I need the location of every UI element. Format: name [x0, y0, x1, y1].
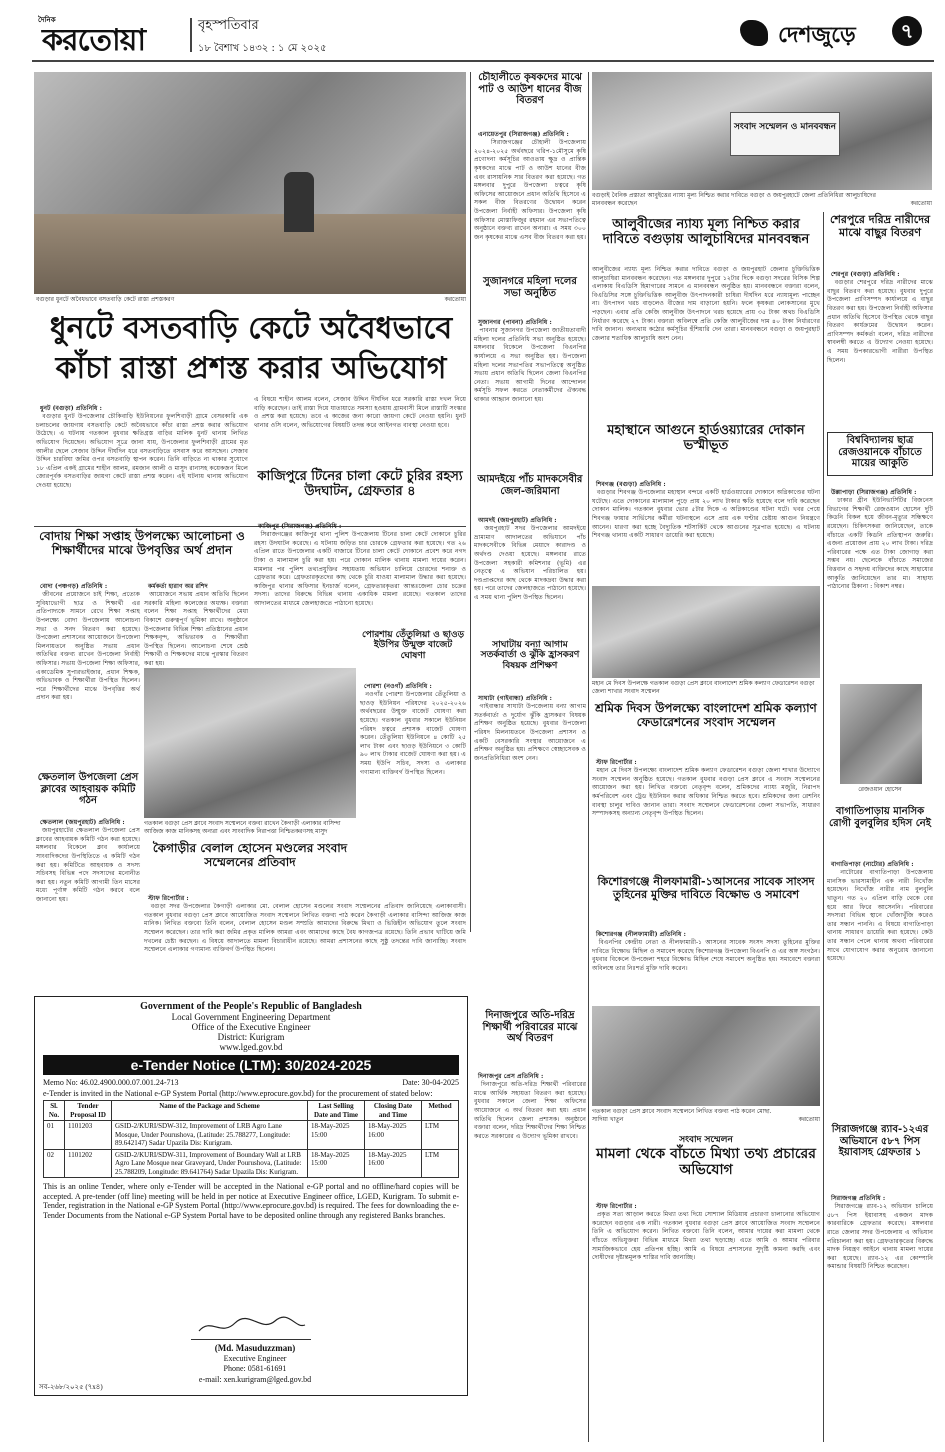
chauhali-body — [474, 122, 586, 272]
tender-col-closing: Closing Date and Time — [365, 1101, 422, 1121]
mohasthan-body — [592, 472, 820, 582]
mamla-byline: স্টাফ রিপোর্টার : — [595, 1202, 637, 1210]
saghata-body — [474, 686, 586, 836]
ullapara-body-text: ঢাকার গ্রীন ইউনিভার্সিটির বিজনেস বিভাগের শিক্ষার্থী রেজওয়ান হোসেন দুটি কিডনি বিকল হয়ে জীবন-মৃত্যুর সন্ধিক্ষণে রয়েছেন। চিকিৎসকরা জানিয়েছেন, তাকে বাঁচাতে একটি কিডনি প্রতিস্থাপন জরুরি। এজন্য প্রয়োজন প্রায় ২০ লাখ টাকা। দরিদ্র পরিবারের পক্ষে এত টাকা জোগাড় করা সম্ভব নয়। ছেলেকে বাঁচাতে সমাজের বিত্তবান ও সহৃদয় ব্যক্তিদের কাছে সাহায্যের আকুতি জানিয়েছেন তার মা। সাহায্য পাঠানোর ঠিকানা : বিকাশ নম্বর। — [827, 497, 935, 591]
may-day-photo-caption: মহান মে দিবস উপলক্ষে গতকাল বগুড়া প্রেস ক্লাবে বাংলাদেশ শ্রমিক কল্যাণ ফেডারেশন বগুড়া জেলা শাখার সংবাদ সম্মেলন — [592, 680, 815, 695]
lead-photo — [34, 72, 466, 294]
boda-cont-title: কর্মকর্তা হারাণ অর রশিদ — [147, 582, 208, 590]
saghata-headline: সাঘাটায় বন্যা আগাম সতর্কবার্তা ও ঝুঁকি হ্রাসকরণ বিষয়ক প্রশিক্ষণ — [480, 640, 580, 671]
amdoi-headline: আমদইয়ে পাঁচ মাদকসেবীর জেল-জরিমানা — [477, 474, 583, 497]
kajipur-body — [254, 514, 466, 624]
press-conference-photo — [144, 668, 356, 818]
table-row — [44, 1121, 459, 1150]
dinajpur-body-text: দিনাজপুরে অতি-দরিদ্র শিক্ষার্থী পরিবারের মাঝে আর্থিক সহায়তা বিতরণ করা হয়েছে। বুধবার সকালে জেলা শিক্ষা অফিসের আয়োজনে এ অর্থ বিতরণ করা হয়। প্রধান অতিথি ছিলেন জেলা প্রশাসক। অনুষ্ঠানে বক্তারা বলেন, দরিদ্র শিক্ষার্থীদের শিক্ষা নিশ্চিত করতে সরকারের এ উদ্যোগ ভূমিকা রাখবে। — [474, 1081, 588, 1140]
kajipur-body-text: সিরাজগঞ্জের কাজিপুর থানা পুলিশ উপজেলায় টিনের চালা কেটে দোকানে চুরির রহস্য উদঘাটন করেছে। এ ঘটনায় জড়িত চার চোরকে গ্রেফতার করা হয়েছে। গত ২৬ এপ্রিল রাতে উপজেলার একটি বাজারে টিনের চালা কেটে দোকানে প্রবেশ করে নগদ টাকা ও মালামাল চুরি করা হয়। পরে দোকান মালিক থানায় মামলা দায়ের করেন। মামলার পর পুলিশ তথ্যপ্রযুক্তির সহায়তায় অভিযান চালিয়ে চোরদের শনাক্ত ও গ্রেফতার করে। গ্রেফতারকৃতদের কাছ থেকে চুরি যাওয়া মালামাল উদ্ধার করা হয়েছে। কাজিপুর থানার অফিসার ইনচার্জ বলেন, গ্রেফতারকৃতরা আন্তঃজেলা চোর চক্রের সদস্য। তাদের বিরুদ্ধে বিভিন্ন থানায় একাধিক মামলা রয়েছে। গতকাল তাদের আদালতের মাধ্যমে জেলহাজতে পাঠানো হয়েছে। — [254, 531, 468, 607]
dinajpur-body — [474, 1064, 586, 1414]
lead-byline: ধুনট (বগুড়া) প্রতিনিধি : — [39, 404, 102, 412]
mamla-photo — [592, 1006, 820, 1106]
bangladesh-map-icon — [740, 20, 768, 46]
logo-top: দৈনিক — [38, 16, 56, 24]
rab-byline: সিরাজগঞ্জ প্রতিনিধি : — [830, 1194, 886, 1202]
lead-photo-caption: বগুড়ার ধুনটে অবৈধভাবে বসতবাড়ি কেটে রাস্তা প্রশস্তকরণ — [36, 296, 175, 303]
bagatipara-byline: বাগাতিপাড়া (নাটোর) প্রতিনিধি : — [830, 860, 914, 868]
boda-body — [36, 574, 140, 764]
mamla-body — [592, 1194, 820, 1440]
logo — [36, 12, 186, 56]
dinajpur-byline: দিনাজপুর প্রেস প্রতিনিধি : — [477, 1072, 544, 1080]
mohasthan-body-text: বগুড়ার শিবগঞ্জ উপজেলার মহাস্থান বন্দরে একটি হার্ডওয়্যারের দোকানে অগ্নিকাণ্ডের ঘটনা ঘটেছে। এতে দোকানের মালামাল পুড়ে প্রায় ২০ লাখ টাকার ক্ষতি হয়েছে বলে দাবি করেছেন দোকান মালিক। গতকাল বুধবার ভোর ৫টার দিকে এ অগ্নিকাণ্ডের ঘটনা ঘটে। খবর পেয়ে শিবগঞ্জ ফায়ার সার্ভিসের কর্মীরা ঘটনাস্থলে এসে প্রায় এক ঘণ্টার চেষ্টায় আগুন নিয়ন্ত্রণে আনেন। ধারণা করা হচ্ছে বৈদ্যুতিক শর্টসার্কিট থেকে আগুনের সূত্রপাত হয়েছে। এ ঘটনায় শিবগঞ্জ থানায় একটি সাধারণ ডায়েরি করা হয়েছে। — [592, 489, 822, 540]
koigari-headline: কৈগাড়ীর বেলাল হোসেন মণ্ডলের সংবাদ সম্মেলনের প্রতিবাদ — [152, 841, 348, 869]
kishoreganj-body — [592, 922, 820, 1002]
kajipur-headline: কাজিপুরে টিনের চালা কেটে চুরির রহস্য উদঘাটন, গ্রেফতার ৪ — [257, 469, 463, 499]
ullapara-byline: উল্লাপাড়া (সিরাজগঞ্জ) প্রতিনিধি : — [830, 488, 917, 496]
sherpur-body — [827, 262, 933, 422]
khetlal-body-text: জয়পুরহাটের ক্ষেতলাল উপজেলা প্রেস ক্লাবের আহবায়ক কমিটি গঠন করা হয়েছে। মঙ্গলবার বিকেলে ক্লাব কার্যালয়ে সাংবাদিকদের উপস্থিতিতে এ কমিটি গঠন করা হয়। কমিটিতে আহবায়ক ও সদস্য সচিবসহ বিভিন্ন পদে সদস্যদের মনোনীত করা হয়। নতুন কমিটি আগামী তিন মাসের মধ্যে পূর্ণাঙ্গ কমিটি গঠন করবে বলে জানানো হয়। — [36, 827, 142, 903]
saghata-body-text: গাইবান্ধার সাঘাটা উপজেলায় বন্যা আগাম সতর্কবার্তা ও দুর্যোগ ঝুঁকি হ্রাসকরণ বিষয়ক প্রশিক্ষণ অনুষ্ঠিত হয়েছে। বুধবার উপজেলা পরিষদ মিলনায়তনে উপজেলা প্রশাসন ও একটি বেসরকারি সংস্থার আয়োজনে এ প্রশিক্ষণ অনুষ্ঠিত হয়। প্রশিক্ষণে স্বেচ্ছাসেবক ও জনপ্রতিনিধিরা অংশ নেন। — [474, 703, 588, 762]
rezwan-photo — [840, 684, 922, 784]
ullapara-body — [827, 480, 933, 680]
tender-district: District: Kurigram — [217, 1032, 285, 1042]
mamla-kicker: সংবাদ সম্মেলন — [679, 1135, 733, 1145]
sherpur-headline: শেরপুরে দরিদ্র নারীদের মাঝে বাছুর বিতরণ — [829, 213, 931, 239]
rab-headline: সিরাজগঞ্জে র‍্যাব-১২এর অভিযানে ৫৮৭ পিস ইয়াবাসহ গ্রেফতার ১ — [831, 1124, 929, 1158]
saghata-byline: সাঘাটা (গাইবান্ধা) প্রতিনিধি : — [477, 694, 552, 702]
tender-date: Date: 30-04-2025 — [402, 1078, 459, 1087]
khetlal-body — [36, 810, 140, 908]
sherpur-byline: শেরপুর (বগুড়া) প্রতিনিধি : — [830, 270, 900, 278]
lead-body-text: বগুড়ার ধুনট উপজেলার চৌকিবাড়ি ইউনিয়নের ফুলশিবাড়ী গ্রামে বেসরকারি এক চলাচলের জায়গায় বসতবাড়ি কেটে অবৈধভাবে কাঁচা রাস্তা প্রশস্ত করার অভিযোগ উঠেছে। এ ঘটনায় গতকাল বুধবার ক্ষতিগ্রস্ত বাড়ির মালিক ধুনট থানায় লিখিত অভিযোগ দিয়েছেন। অভিযোগ সূত্রে জানা যায়, উপজেলার ফুলশিবাড়ী গ্রামের মৃত আলীর ছেলে সেজাব উদ্দিন দীর্ঘদিন ধরে বসতবাড়িতে বসবাস করে আসছেন। সেজাব উদ্দিন চারবিঘা জমির ওপর বসতবাড়ি স্থাপন করেন। তিনি বাড়িতে না থাকার সুযোগে ১৮ এপ্রিল একই গ্রামের শাহীন আলম, রমজান আলী ও মাসুদ রানাসহ কয়েকজন মিলে জোরপূর্বক বসতবাড়ির জায়গা কেটে রাস্তা প্রশস্ত করেন। এই ঘটনায় থানায় অভিযোগ দেওয়া হয়েছে। — [36, 413, 250, 489]
table-cell: 1101203 — [65, 1121, 112, 1150]
col-divider-3 — [823, 212, 824, 1442]
bagatipara-body — [827, 852, 933, 1112]
porsha-byline: পোরশা (নওগাঁ) প্রতিনিধি : — [363, 682, 432, 690]
lead-body — [36, 396, 248, 520]
boda-cont-text: আয়োজনে সভায় প্রধান অতিথি ছিলেন সরকারি মহিলা কলেজের অধ্যক্ষ। বক্তারা বলেন শিক্ষা সপ্তাহ শিক্ষার্থীদের মেধা বিকাশে গুরুত্বপূর্ণ ভূমিকা রাখে। অনুষ্ঠানে উপজেলার বিভিন্ন শিক্ষা প্রতিষ্ঠানের প্রধান শিক্ষকবৃন্দ, অভিভাবক ও শিক্ষার্থীরা উপস্থিত ছিলেন। আলোচনা শেষে শ্রেষ্ঠ শিক্ষার্থী ও শিক্ষকদের মাঝে পুরস্কার বিতরণ করা হয়। — [144, 591, 250, 667]
table-row — [44, 1149, 459, 1178]
lead-body-2: এ বিষয়ে শাহীন আলম বলেন, সেজাব উদ্দিন দীর্ঘদিন ধরে সরকারি রাস্তা দখল নিয়ে বাড়ি করেছেন। তাই রাস্তা দিয়ে যাতায়াতে সমস্যা হওয়ায় গ্রামবাসী মিলে রাস্তাটি সংস্কার ও প্রশস্ত করা হয়েছে। তবে এ কাজের জন্য কারো জায়গা কেটে নেওয়া হয়নি। ধুনট থানার ওসি বলেন, অভিযোগের বিষয়টি তদন্ত করে আইনগত ব্যবস্থা নেওয়া হবে। — [254, 396, 468, 429]
tender-notice — [34, 996, 468, 1396]
alu-photo-credit: করতোয়া — [910, 200, 932, 207]
alu-headline: আলুবীজের ন্যায্য মূল্য নিশ্চিত করার দাবিতে বগুড়ায় আলুচাষিদের মানববন্ধন — [602, 217, 810, 247]
section-name: দেশজুড়ে — [778, 23, 856, 48]
amdoi-body-text: জয়পুরহাট সদর উপজেলার আমদইয়ে ভ্রাম্যমাণ আদালতের অভিযানে পাঁচ মাদকসেবীকে বিভিন্ন মেয়াদে কারাদণ্ড ও অর্থদণ্ড দেওয়া হয়েছে। মঙ্গলবার রাতে উপজেলা সহকারী কমিশনার (ভূমি) এর নেতৃত্বে এ অভিযান পরিচালিত হয়। দণ্ডপ্রাপ্তদের কাছ থেকে মাদকদ্রব্য উদ্ধার করা হয়। পরে তাদের জেলহাজতে পাঠানো হয়েছে। এ সময় থানা পুলিশ উপস্থিত ছিলেন। — [474, 525, 588, 601]
table-cell: 18-May-2025 15:00 — [308, 1149, 365, 1178]
sromik-byline: স্টাফ রিপোর্টার : — [595, 758, 637, 766]
banner: সংবাদ সম্মেলন ও মানববন্ধন — [730, 112, 840, 156]
ullapara-headline: বিশ্ববিদ্যালয় ছাত্র রেজওয়ানকে বাঁচাতে মায়ের আকুতি — [827, 432, 933, 476]
tender-col-last-selling: Last Selling Date and Time — [308, 1101, 365, 1121]
sujanagar-body-text: পাবনার সুজানগর উপজেলা জাতীয়তাবাদী মহিলা দলের প্রতিনিধি সভা অনুষ্ঠিত হয়েছে। মঙ্গলবার বিকেলে উপজেলা বিএনপির কার্যালয়ে এ সভা অনুষ্ঠিত হয়। উপজেলা মহিলা দলের সভাপতির সভাপতিত্বে অনুষ্ঠিত সভায় প্রধান অতিথি ছিলেন জেলা বিএনপির নেতা। সভায় আগামী দিনের আন্দোলন কর্মসূচি সফল করতে নেতাকর্মীদের ঐক্যবদ্ধ থাকার আহ্বান জানানো হয়। — [474, 327, 588, 403]
mamla-headline: মামলা থেকে বাঁচতে মিথ্যা তথ্য প্রচারের অভিযোগ — [596, 1146, 816, 1179]
mohasthan-headline: মহাস্থানে আগুনে হার্ডওয়্যারের দোকান ভস্মীভূত — [607, 423, 805, 453]
issue-date-text: ১৮ বৈশাখ ১৪৩২ : ১ মে ২০২৫ — [198, 43, 327, 54]
masthead-rule — [32, 60, 934, 62]
table-cell: GSID-2/KURI/SDW-312, Improvement of LRB Agro Lane Mosque, Under Pourushova, (Latitude: 25.788277, Longitude: 89.642147) Sadar Upazila Dis: Kurigram. — [112, 1121, 308, 1150]
col-divider-2 — [588, 72, 589, 1442]
logo-text: করতোয়া — [42, 23, 146, 58]
table-cell: LTM — [422, 1149, 459, 1178]
koigari-body-text: বগুড়া সদর উপজেলার কৈগাড়ী এলাকার মো. বেলাল হোসেন মণ্ডলের সংবাদ সম্মেলনের প্রতিবাদ জানিয়েছে এলাকাবাসী। গতকাল বুধবার বগুড়া প্রেস ক্লাবে আয়োজিত সংবাদ সম্মেলনে লিখিত বক্তব্য পাঠ করেন কৈগাড়ী এলাকার বাসিন্দা আজিজ কাজ মানিক। লিখিত বক্তব্যে তিনি বলেন, বেলাল হোসেন মণ্ডল সম্প্রতি আমাদের বিরুদ্ধে মিথ্যা ও ভিত্তিহীন অভিযোগ তুলে সংবাদ সম্মেলন করেছেন। তার দাবি করা জমির প্রকৃত মালিক আমরা এবং আমাদের কাছে বৈধ কাগজপত্র রয়েছে। তিনি প্রভাব খাটিয়ে জমি দখলের চেষ্টা করছেন। এ বিষয়ে আদালতে মামলা বিচারাধীন রয়েছে। আমরা প্রশাসনের কাছে সুষ্ঠু তদন্তের দাবি জানাচ্ছি। সংবাদ সম্মেলনে এলাকার গণ্যমান্য ব্যক্তিবর্গ উপস্থিত ছিলেন। — [144, 903, 468, 954]
dinajpur-headline: দিনাজপুরে অতি-দরিদ্র শিক্ষার্থী পরিবারের মাঝে অর্থ বিতরণ — [482, 1010, 578, 1044]
tender-col-sl: Sl. No. — [44, 1101, 65, 1121]
sujanagar-headline: সুজানগরে মহিলা দলের সভা অনুষ্ঠিত — [483, 276, 577, 299]
section-label — [732, 14, 932, 54]
issue-date — [198, 16, 418, 56]
mamla-photo-credit: করতোয়া — [798, 1116, 820, 1123]
chauhali-body-text: সিরাজগঞ্জের চৌহালী উপজেলায় ২০২৪-২০২৫ অর্থবছরে খরিপ-১মৌসুমে কৃষি প্রণোদনা কর্মসূচির আওতায় ক্ষুদ্র ও প্রান্তিক কৃষকদের মাঝে পাট ও আউশ ধানের বীজ এবং রাসায়নিক সার বিতরণ করা হয়েছে। গত মঙ্গলবার দুপুরে উপজেলা চত্বরে কৃষি অফিসের আয়োজনে প্রধান অতিথি হিসেবে এ সকল বীজ বিতরণের উদ্বোধন করেন উপজেলা নির্বাহী অফিসার। উপজেলা কৃষি অফিসার মোস্তাফিজুর রহমান এর সভাপতিত্বে অনুষ্ঠানে বক্তব্য রাখেন অন্যরা। এ সময় ৩০০ জন কৃষকের মাঝে এসব বীজ বিতরণ করা হয়। — [474, 139, 588, 241]
table-cell: 1101202 — [65, 1149, 112, 1178]
tender-office: Office of the Executive Engineer — [191, 1022, 311, 1032]
bagatipara-body-text: নাটোরের বাগাতিপাড়া উপজেলায় মানসিক ভারসাম্যহীন এক নারী নিখোঁজ হয়েছেন। নিখোঁজ নারীর নাম বুলবুলি খাতুন। গত ২০ এপ্রিল বাড়ি থেকে বের হয়ে আর ফিরে আসেননি। পরিবারের সদস্যরা বিভিন্ন স্থানে খোঁজাখুঁজি করেও তার সন্ধান পাননি। এ বিষয়ে বাগাতিপাড়া থানায় সাধারণ ডায়েরি করা হয়েছে। কেউ তার সন্ধান পেলে থানায় অথবা পরিবারের সাথে যোগাযোগ করার অনুরোধ জানানো হয়েছে। — [827, 869, 935, 963]
kajipur-byline: কাজিপুর (সিরাজগঞ্জ) প্রতিনিধি : — [257, 522, 342, 530]
tender-title: e-Tender Notice (LTM): 30/2024-2025 — [43, 1055, 459, 1075]
tender-web: www.lged.gov.bd — [219, 1042, 283, 1052]
sherpur-body-text: বগুড়ার শেরপুরে দরিদ্র নারীদের মাঝে বাছুর বিতরণ করা হয়েছে। বুধবার দুপুরে উপজেলা প্রাণিসম্পদ কার্যালয়ে এ বাছুর বিতরণ করা হয়। উপজেলা নির্বাহী অফিসার প্রধান অতিথি হিসেবে উপস্থিত থেকে বাছুর বিতরণ কার্যক্রমের উদ্বোধন করেন। প্রাণিসম্পদ কর্মকর্তা বলেন, দরিদ্র নারীদের স্বাবলম্বী করতে এ উদ্যোগ নেওয়া হয়েছে। এ সময় উপকারভোগী নারীরা উপস্থিত ছিলেন। — [827, 279, 935, 364]
tender-email: e-mail: xen.kurigram@lged.gov.bd — [198, 1375, 312, 1384]
masthead — [0, 0, 945, 62]
sromik-body — [592, 750, 820, 870]
porsha-body-text: নওগাঁর পোরশা উপজেলার তেঁতুলিয়া ও ছাওড় ইউনিয়ন পরিষদের ২০২৫-২০২৬ অর্থবছরের উন্মুক্ত বাজেট ঘোষণা করা হয়েছে। গতকাল বুধবার সকালে ইউনিয়ন পরিষদ চত্বরে প্রশাসক বাজেট ঘোষণা করেন। তেঁতুলিয়া ইউনিয়নে ৪ কোটি ২৫ লাখ টাকা এবং ছাওড় ইউনিয়নে ৩ কোটি ৯০ লাখ টাকার বাজেট ঘোষণা করা হয়। এ সময় ইউপি সচিব, সদস্য ও এলাকার গণ্যমান্য ব্যক্তিবর্গ উপস্থিত ছিলেন। — [360, 691, 468, 776]
tender-dept: Local Government Engineering Department — [171, 1012, 331, 1022]
chauhali-headline: চৌহালীতে কৃষকদের মাঝে পাট ও আউশ ধানের বীজ বিতরণ — [478, 72, 582, 106]
khetlal-headline: ক্ষেতলাল উপজেলা প্রেস ক্লাবের আহবায়ক কমিটি গঠন — [37, 772, 139, 806]
may-day-photo — [592, 586, 820, 678]
table-cell: 18-May-2025 16:00 — [365, 1121, 422, 1150]
table-cell: 02 — [44, 1149, 65, 1178]
porsha-headline: পোরশায় তেঁতুলিয়া ও ছাওড় ইউপির উন্মুক্ত বাজেট ঘোষণা — [361, 630, 465, 661]
boda-body-text: জীবনের প্রয়োজনে চাই শিক্ষা, প্রত্যেক সুবিধাভোগী ছাত্র ও শিক্ষার্থী এর প্রতিপাদ্যকে সামনে রেখে শিক্ষা সপ্তাহ উপলক্ষ্যে বোদা উপজেলায় আলোচনা সভা ও সনদ বিতরণ করা হয়েছে। উপজেলা প্রশাসনের আয়োজনে উপজেলা মিলনায়তনে অনুষ্ঠিত সভায় প্রধান অতিথির বক্তব্য রাখেন উপজেলা নির্বাহী অফিসার। সভায় উপজেলা শিক্ষা অফিসার, একাডেমিক সুপারভাইজার, প্রধান শিক্ষক, অভিভাবক ও শিক্ষার্থীরা উপস্থিত ছিলেন। পরে শিক্ষার্থীদের মাঝে উপবৃত্তির অর্থ প্রদান করা হয়। — [36, 591, 142, 702]
tender-intro: e-Tender is invited in the National e-GP System Portal (http://www.eprocure.gov.bd) for the procurement of stated below: — [43, 1089, 433, 1098]
tender-col-id: Tender Proposal ID — [65, 1101, 112, 1121]
tender-gov: Government of the People's Republic of Bangladesh — [140, 1001, 362, 1012]
col-divider-1 — [470, 72, 471, 932]
koigari-byline: স্টাফ রিপোর্টার : — [147, 894, 189, 902]
tender-phone: Phone: 0581-61691 — [223, 1364, 287, 1373]
tender-col-name: Name of the Package and Scheme — [112, 1101, 308, 1121]
boda-body-cont — [144, 574, 250, 667]
chauhali-byline: এনায়েতপুর (সিরাজগঞ্জ) প্রতিনিধি : — [477, 130, 569, 138]
tender-col-method: Method — [422, 1101, 459, 1121]
boda-byline: বোদা (পঞ্চগড়) প্রতিনিধি : — [39, 582, 108, 590]
page-number: ৭ — [892, 16, 922, 46]
rab-body-text: সিরাজগঞ্জে র‍্যাব-১২ অভিযান চালিয়ে ৫৮৭ পিস ইয়াবাসহ একজন মাদক কারবারিকে গ্রেফতার করেছে। মঙ্গলবার রাতে জেলার সদর উপজেলায় এ অভিযান পরিচালনা করা হয়। গ্রেফতারকৃতের বিরুদ্ধে মাদক নিয়ন্ত্রণ আইনে থানায় মামলা দায়ের করা হয়েছে। র‍্যাব-১২ এর কোম্পানি কমান্ডার বিষয়টি নিশ্চিত করেছেন। — [827, 1203, 935, 1271]
kishoreganj-byline: কিশোরগঞ্জ (নীলফামারী) প্রতিনিধি : — [595, 930, 686, 938]
signature-icon — [191, 1315, 311, 1337]
masthead-divider — [190, 18, 192, 52]
lead-photo-credit: করতোয়া — [444, 296, 466, 303]
sromik-headline: শ্রমিক দিবস উপলক্ষ্যে বাংলাদেশ শ্রমিক কল্যাণ ফেডারেশনের সংবাদ সম্মেলন — [595, 701, 817, 729]
amdoi-body — [474, 508, 586, 638]
alu-protest-photo — [592, 72, 932, 190]
kishoreganj-headline: কিশোরগঞ্জে নীলফামারী-১আসনের সাবেক সাংসদ তুহিনের মুক্তির দাবিতে বিক্ষোভ ও সমাবেশ — [597, 875, 815, 901]
table-cell: 18-May-2025 16:00 — [365, 1149, 422, 1178]
alu-photo-caption: বগুড়াই বৈনিক প্রস্তাতা আবুইত্তের ন্যায্য মূল্য নিশ্চিত করার দাবিতে বগুড়া ও জয়পুরহাটে জেলা প্রতিনিধিরা আলুচাষিদের মানববন্ধন করেছেন — [592, 192, 876, 207]
tender-memo: Memo No: 46.02.4900.000.07.001.24-713 — [43, 1078, 179, 1087]
tender-footer: This is an online Tender, where only e-Tender will be accepted in the National e-GP portal and no offline/hard copies will be accepted. A pre-tender (off line) meeting will be held in per notice at Executive Engineer office, LGED, Kurigram. To submit e-Tender, registration in the National e-GP System Portal (http://www.eprocure.gov.bd) is required. The fees for downloading the e-Tender Documents from the National e-GP System Portal have to be deposited online through any registered Banks branches. — [43, 1182, 459, 1220]
press-photo-caption: গতকাল বগুড়া প্রেস ক্লাবে সংবাদ সম্মেলনে বক্তব্য রাখেন কৈগাড়ী এলাকার বাসিন্দা আজিজ কাজ মানিকসহ অন্যরা এবং সাংবাদিক নিরাপত্তা নিশ্চিতকরণসহ মাসুদ — [144, 820, 341, 835]
table-cell: 18-May-2025 15:00 — [308, 1121, 365, 1150]
tender-sign-title: Executive Engineer — [223, 1354, 287, 1363]
bagatipara-headline: বাগাতিপাড়ায় মানসিক রোগী বুলবুলির হদিস নেই — [829, 806, 931, 829]
tender-table — [43, 1100, 459, 1178]
lead-headline-1: ধুনটে বসতবাড়ি কেটে অবৈধভাবে — [49, 311, 453, 346]
tender-code: সব-২৬৮/২০২৫ (৭x৪) — [39, 1383, 103, 1391]
mamla-photo-caption: গতকাল বগুড়া প্রেস ক্লাবে সংবাদ সম্মেলনে লিখিত বক্তব্য পাঠ করেন মোছা. সাদিয়া খাতুন — [592, 1108, 772, 1123]
kishoreganj-body-text: বিএনপির কেন্দ্রীয় নেতা ও নীলফামারী-১ আসনের সাবেক সংসদ সদস্য তুহিনের মুক্তির দাবিতে বিক্ষোভ মিছিল ও সমাবেশ করেছে কিশোরগঞ্জ উপজেলা বিএনপি ও এর অঙ্গ সংগঠন। বুধবার বিকেলে উপজেলা শহরে বিক্ষোভ মিছিল শেষে সমাবেশ অনুষ্ঠিত হয়। সমাবেশে বক্তারা অবিলম্বে তার নিঃশর্ত মুক্তি দাবি করেন। — [592, 939, 822, 972]
tender-signature — [191, 1315, 311, 1340]
alu-body: আলুবীজের ন্যায্য মূল্য নিশ্চিত করার দাবিতে বগুড়া ও জয়পুরহাট জেলার চুক্তিভিত্তিক আলুচাষিরা মানববন্ধন করেছেন। গত মঙ্গলবার দুপুরে ১২টার দিকে বগুড়া সদরের বিসিক শিল্প এলাকায় বিএডিসি হিমাগারের সামনে এ মানববন্ধন অনুষ্ঠিত হয়। মানববন্ধনে বক্তারা বলেন, বিএডিসির সঙ্গে চুক্তিভিত্তিক আলুবীজ উৎপাদনকারী চাষিরা দীর্ঘদিন ধরে ন্যায্যমূল্য পাচ্ছেন না। উৎপাদন খরচ বাড়লেও বীজের দাম বাড়ানো হয়নি। ফলে কৃষকরা লোকসানের মুখে পড়ছেন। এবার প্রতি কেজি আলুবীজ উৎপাদনে খরচ হয়েছে প্রায় ৩৫ টাকা অথচ বিএডিসি নির্ধারণ করেছে ২৭ টাকা। বক্তারা অবিলম্বে প্রতি কেজি আলুবীজের দাম ৪০ টাকা নির্ধারণের দাবি জানান। অন্যথায় কঠোর কর্মসূচির হুঁশিয়ারি দেন তারা। মানববন্ধনে বগুড়া ও জয়পুরহাট জেলার শতাধিক আলুচাষি অংশ নেন। — [592, 266, 822, 342]
koigari-body — [144, 886, 468, 954]
amdoi-byline: আমদই (জয়পুরহাট) প্রতিনিধি : — [477, 516, 557, 524]
table-cell: LTM — [422, 1121, 459, 1150]
sromik-body-text: মহান মে দিবস উপলক্ষ্যে বাংলাদেশ শ্রমিক কল্যাণ ফেডারেশন বগুড়া জেলা শাখার উদ্যোগে সংবাদ সম্মেলন অনুষ্ঠিত হয়েছে। গতকাল বুধবার বগুড়া প্রেস ক্লাবে এ সংবাদ সম্মেলনের আয়োজন করা হয়। লিখিত বক্তব্যে নেতৃবৃন্দ বলেন, শ্রমিকদের ন্যায্য মজুরি, নিরাপদ কর্মপরিবেশ এবং ট্রেড ইউনিয়ন করার অধিকার নিশ্চিত করতে হবে। শ্রমিকদের জন্য রেশনিং ব্যবস্থা চালুর দাবিও জানান তারা। সংবাদ সম্মেলনে ফেডারেশনের জেলা সভাপতি, সাধারণ সম্পাদকসহ অন্যান্য নেতৃবৃন্দ উপস্থিত ছিলেন। — [592, 767, 822, 818]
issue-day: বৃহস্পতিবার — [198, 18, 259, 33]
khetlal-byline: ক্ষেতলাল (জয়পুরহাট) প্রতিনিধি : — [39, 818, 125, 826]
porsha-body — [360, 674, 466, 882]
table-cell: GSID-2/KURI/SDW-311, Improvement of Boundary Wall at LRB Agro Lane Mosque near Graveyard, Under Pourushova, (Latitude: 25.788209, Longitude: 89.641764) Sadar Upazila Dis: Kurigram. — [112, 1149, 308, 1178]
mamla-body-text: প্রকৃত সত্য আড়াল করতে মিথ্যা তথ্য দিয়ে সোশ্যাল মিডিয়ায় প্রচারণা চালানোর অভিযোগ করেছেন বগুড়ার এক নারী। গতকাল বুধবার বগুড়া প্রেস ক্লাবে আয়োজিত সংবাদ সম্মেলনে তিনি এ অভিযোগ করেন। লিখিত বক্তব্যে তিনি বলেন, আমার দায়ের করা মামলা থেকে বাঁচতে অভিযুক্তরা বিভিন্ন মাধ্যমে মিথ্যা তথ্য ছড়াচ্ছে। এতে আমি ও আমার পরিবার সামাজিকভাবে হেয় প্রতিপন্ন হচ্ছি। আমি এ বিষয়ে প্রশাসনের সুদৃষ্টি কামনা করছি এবং দোষীদের দৃষ্টান্তমূলক শাস্তির দাবি জানাচ্ছি। — [592, 1211, 822, 1262]
mohasthan-byline: শিবগঞ্জ (বগুড়া) প্রতিনিধি : — [595, 480, 666, 488]
sujanagar-byline: সুজানগর (পাবনা) প্রতিনিধি : — [477, 318, 552, 326]
table-cell: 01 — [44, 1121, 65, 1150]
tender-table-header — [44, 1101, 459, 1121]
rab-body — [827, 1186, 933, 1436]
sujanagar-body — [474, 310, 586, 470]
lead-headline-2: কাঁচা রাস্তা প্রশস্ত করার অভিযোগ — [55, 351, 447, 386]
boda-headline: বোদায় শিক্ষা সপ্তাহ উপলক্ষ্যে আলোচনা ও শিক্ষার্থীদের মাঝে উপবৃত্তির অর্থ প্রদান — [39, 529, 245, 557]
rezwan-photo-caption: রেজওয়ান হোসেন — [858, 786, 902, 793]
tender-sign-name: (Md. Masuduzzman) — [214, 1343, 296, 1353]
